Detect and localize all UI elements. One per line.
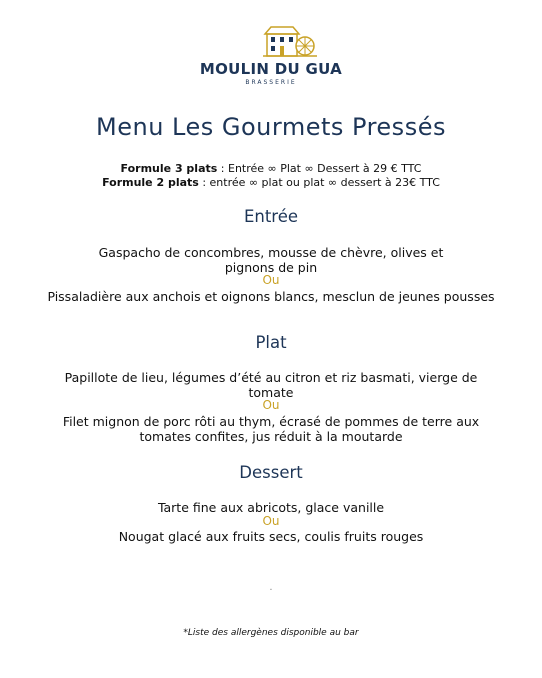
allergen-note: *Liste des allergènes disponible au bar bbox=[183, 628, 359, 638]
separator-ou: Ou bbox=[262, 273, 280, 287]
formula-label: Formule 2 plats bbox=[102, 176, 199, 189]
section-title-entree: Entrée bbox=[243, 207, 299, 226]
menu-title: Menu Les Gourmets Pressés bbox=[96, 113, 446, 141]
dish-plat-2: Filet mignon de porc rôti au thym, écrasé de pommes de terre aux tomates confites, jus réduit à la moutarde bbox=[62, 414, 480, 444]
dish-dessert-2: Nougat glacé aux fruits secs, coulis fruits rouges bbox=[118, 529, 424, 544]
brand-subtitle: BRASSERIE bbox=[245, 79, 297, 86]
formula-label: Formule 3 plats bbox=[120, 162, 218, 175]
separator-ou: Ou bbox=[262, 514, 280, 528]
dish-dessert-1: Tarte fine aux abricots, glace vanille bbox=[157, 500, 385, 515]
separator-ou: Ou bbox=[262, 398, 280, 412]
mill-house-logo bbox=[263, 24, 319, 60]
dish-entree-1: Gaspacho de concombres, mousse de chèvre, olives et pignons de pin bbox=[98, 245, 444, 275]
separator-dot: . bbox=[269, 582, 273, 593]
formula-text: : Entrée ∞ Plat ∞ Dessert à 29 € TTC bbox=[217, 162, 422, 175]
formula-2-plats bbox=[0, 176, 542, 189]
formula-text: : entrée ∞ plat ou plat ∞ dessert à 23€ TTC bbox=[198, 176, 440, 189]
section-title-dessert: Dessert bbox=[239, 463, 303, 482]
formula-3-plats bbox=[0, 162, 542, 175]
dish-entree-2: Pissaladière aux anchois et oignons blancs, mesclun de jeunes pousses bbox=[47, 289, 495, 304]
brand-name: MOULIN DU GUA bbox=[199, 60, 343, 78]
dish-plat-1: Papillote de lieu, légumes d’été au citron et riz basmati, vierge de tomate bbox=[64, 370, 478, 400]
section-title-plat: Plat bbox=[255, 333, 287, 352]
